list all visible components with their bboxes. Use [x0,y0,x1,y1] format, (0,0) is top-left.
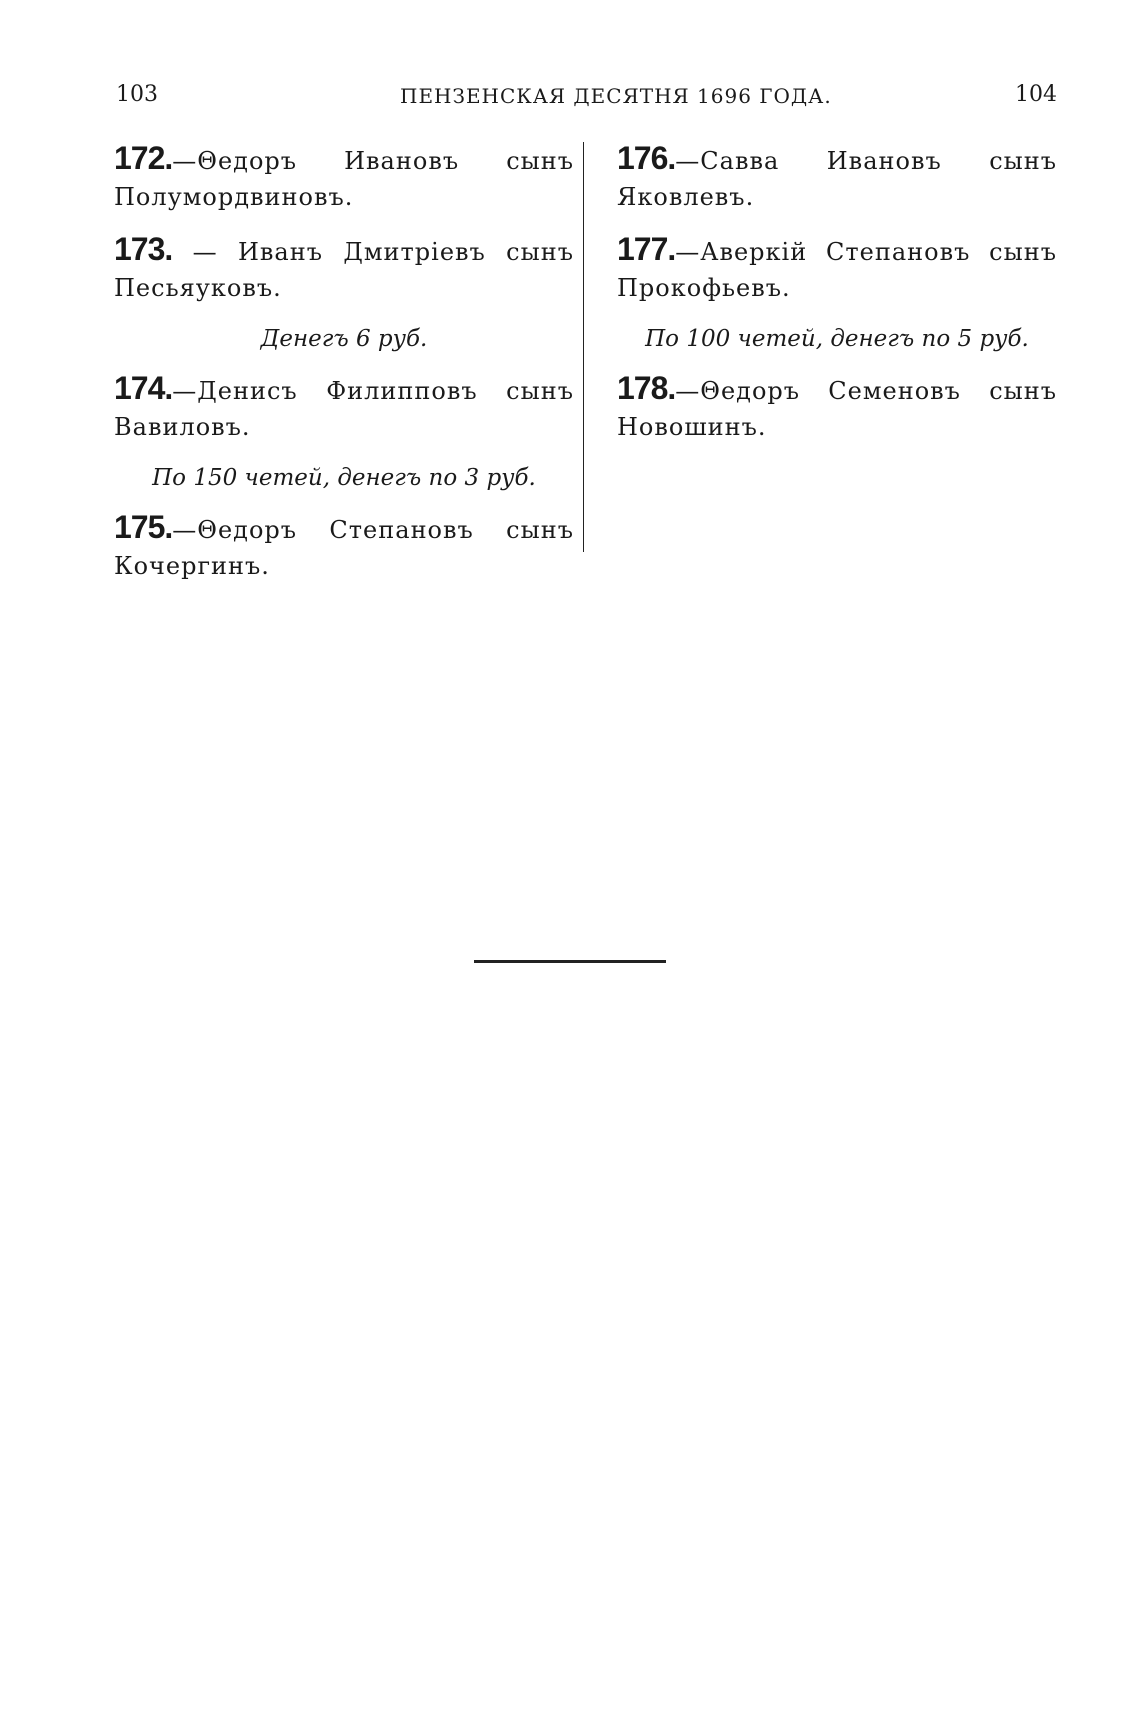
entry-text: —Аверкiй Степановъ сынъ Прокофьевъ. [617,238,1057,302]
entry-number: 173. [114,231,173,267]
entry-number: 178. [617,370,676,406]
entry-number: 175. [114,509,173,545]
entry-text: —Θедоръ Степановъ сынъ Кочергинъ. [114,516,574,580]
section-note: По 150 четей, денегъ по 3 руб. [152,465,536,491]
entry-176 [617,140,1057,215]
section-note: Денегъ 6 руб. [260,326,428,352]
entry-178 [617,370,1057,445]
entry-173 [114,231,574,306]
end-rule [474,960,666,963]
section-note: По 100 четей, денегъ по 5 руб. [645,326,1029,352]
entry-text: —Денисъ Филипповъ сынъ Вавиловъ. [114,377,574,441]
left-column [114,140,574,600]
entry-174 [114,370,574,445]
right-column [617,140,1057,461]
column-divider [583,142,584,552]
running-title: ПЕНЗЕНСКАЯ ДЕСЯТНЯ 1696 ГОДА. [400,84,832,108]
entry-number: 176. [617,140,676,176]
entry-number: 174. [114,370,173,406]
entry-text: —Θедоръ Ивановъ сынъ Полумордвиновъ. [114,147,574,211]
entry-number: 177. [617,231,676,267]
right-page-number: 104 [1015,82,1057,107]
entry-text: —Савва Ивановъ сынъ Яковлевъ. [617,147,1057,211]
entry-172 [114,140,574,215]
entry-text: — Иванъ Дмитрiевъ сынъ Песьяуковъ. [114,238,574,302]
entry-text: —Θедоръ Семеновъ сынъ Новошинъ. [617,377,1057,441]
entry-175 [114,509,574,584]
left-page-number: 103 [116,82,158,107]
entry-177 [617,231,1057,306]
entry-number: 172. [114,140,173,176]
